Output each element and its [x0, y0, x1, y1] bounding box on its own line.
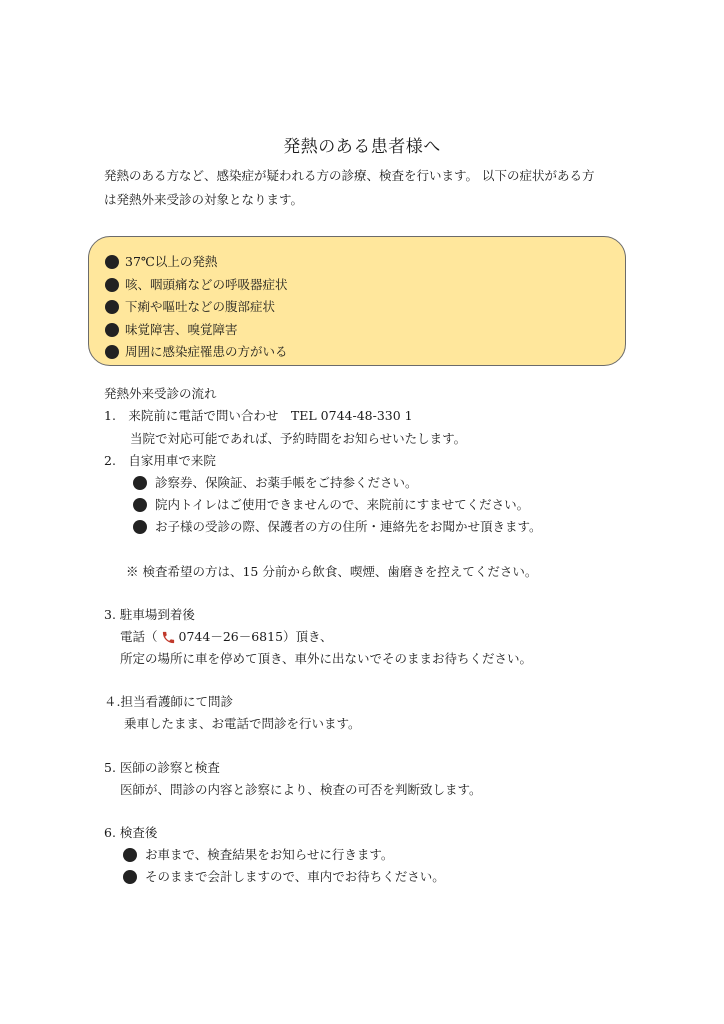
step1-note: 当院で対応可能であれば、予約時間をお知らせいたします。 [130, 431, 467, 446]
bullet-icon [105, 255, 119, 269]
step3-phone-number: 0744－26－6815）頂き、 [178, 629, 333, 644]
symptom-item: 下痢や嘔吐などの腹部症状 [105, 296, 625, 319]
bullet-icon [123, 848, 137, 862]
symptom-item: 味覚障害、嗅覚障害 [105, 319, 625, 342]
symptoms-list [89, 237, 625, 364]
step2-item: お子様の受診の際、保護者の方の住所・連絡先をお聞かせ頂きます。 [133, 519, 542, 535]
step1-title: 1. 来院前に電話で問い合わせ TEL 0744-48-330 1 [104, 408, 413, 423]
step3-phone-line [120, 629, 333, 645]
step2-title: 2. 自家用車で来院 [104, 453, 216, 468]
bullet-icon [133, 520, 147, 534]
phone-icon [161, 630, 176, 645]
intro-paragraph [104, 164, 624, 212]
step6-title: 6. 検査後 [104, 825, 158, 840]
page-title: 発熱のある患者様へ [283, 137, 441, 157]
bullet-icon [133, 498, 147, 512]
intro-line-2: は発熱外来受診の対象となります。 [104, 192, 304, 207]
step5-title: 5. 医師の診察と検査 [104, 760, 220, 775]
step6-item: そのままで会計しますので、車内でお待ちください。 [123, 869, 445, 885]
step3-title: 3. 駐車場到着後 [104, 607, 195, 622]
step4-title: ４.担当看護師にて問診 [104, 694, 233, 709]
step5-note: 医師が、問診の内容と診察により、検査の可否を判断致します。 [120, 782, 482, 797]
step2-item: 診察券、保険証、お薬手帳をご持参ください。 [133, 475, 418, 491]
flow-heading: 発熱外来受診の流れ [104, 386, 217, 401]
step3-note: 所定の場所に車を停めて頂き、車外に出ないでそのままお待ちください。 [120, 651, 533, 666]
bullet-icon [105, 345, 119, 359]
step3-phone-prefix: 電話（ [120, 629, 158, 644]
step2-note: ※ 検査希望の方は、15 分前から飲食、喫煙、歯磨きを控えてください。 [126, 564, 538, 579]
symptom-item: 咳、咽頭痛などの呼吸器症状 [105, 274, 625, 297]
symptom-item: 周囲に感染症罹患の方がいる [105, 341, 625, 364]
step2-item: 院内トイレはご使用できませんので、来院前にすませてください。 [133, 497, 529, 513]
symptom-item: 37℃以上の発熱 [105, 251, 625, 274]
step4-note: 乗車したまま、お電話で問診を行います。 [124, 716, 361, 731]
bullet-icon [123, 870, 137, 884]
intro-line-1: 発熱のある方など、感染症が疑われる方の診療、検査を行います。 以下の症状がある方 [104, 168, 595, 183]
bullet-icon [105, 323, 119, 337]
bullet-icon [133, 476, 147, 490]
step6-item: お車まで、検査結果をお知らせに行きます。 [123, 847, 393, 863]
bullet-icon [105, 278, 119, 292]
bullet-icon [105, 300, 119, 314]
symptoms-box [88, 236, 626, 366]
